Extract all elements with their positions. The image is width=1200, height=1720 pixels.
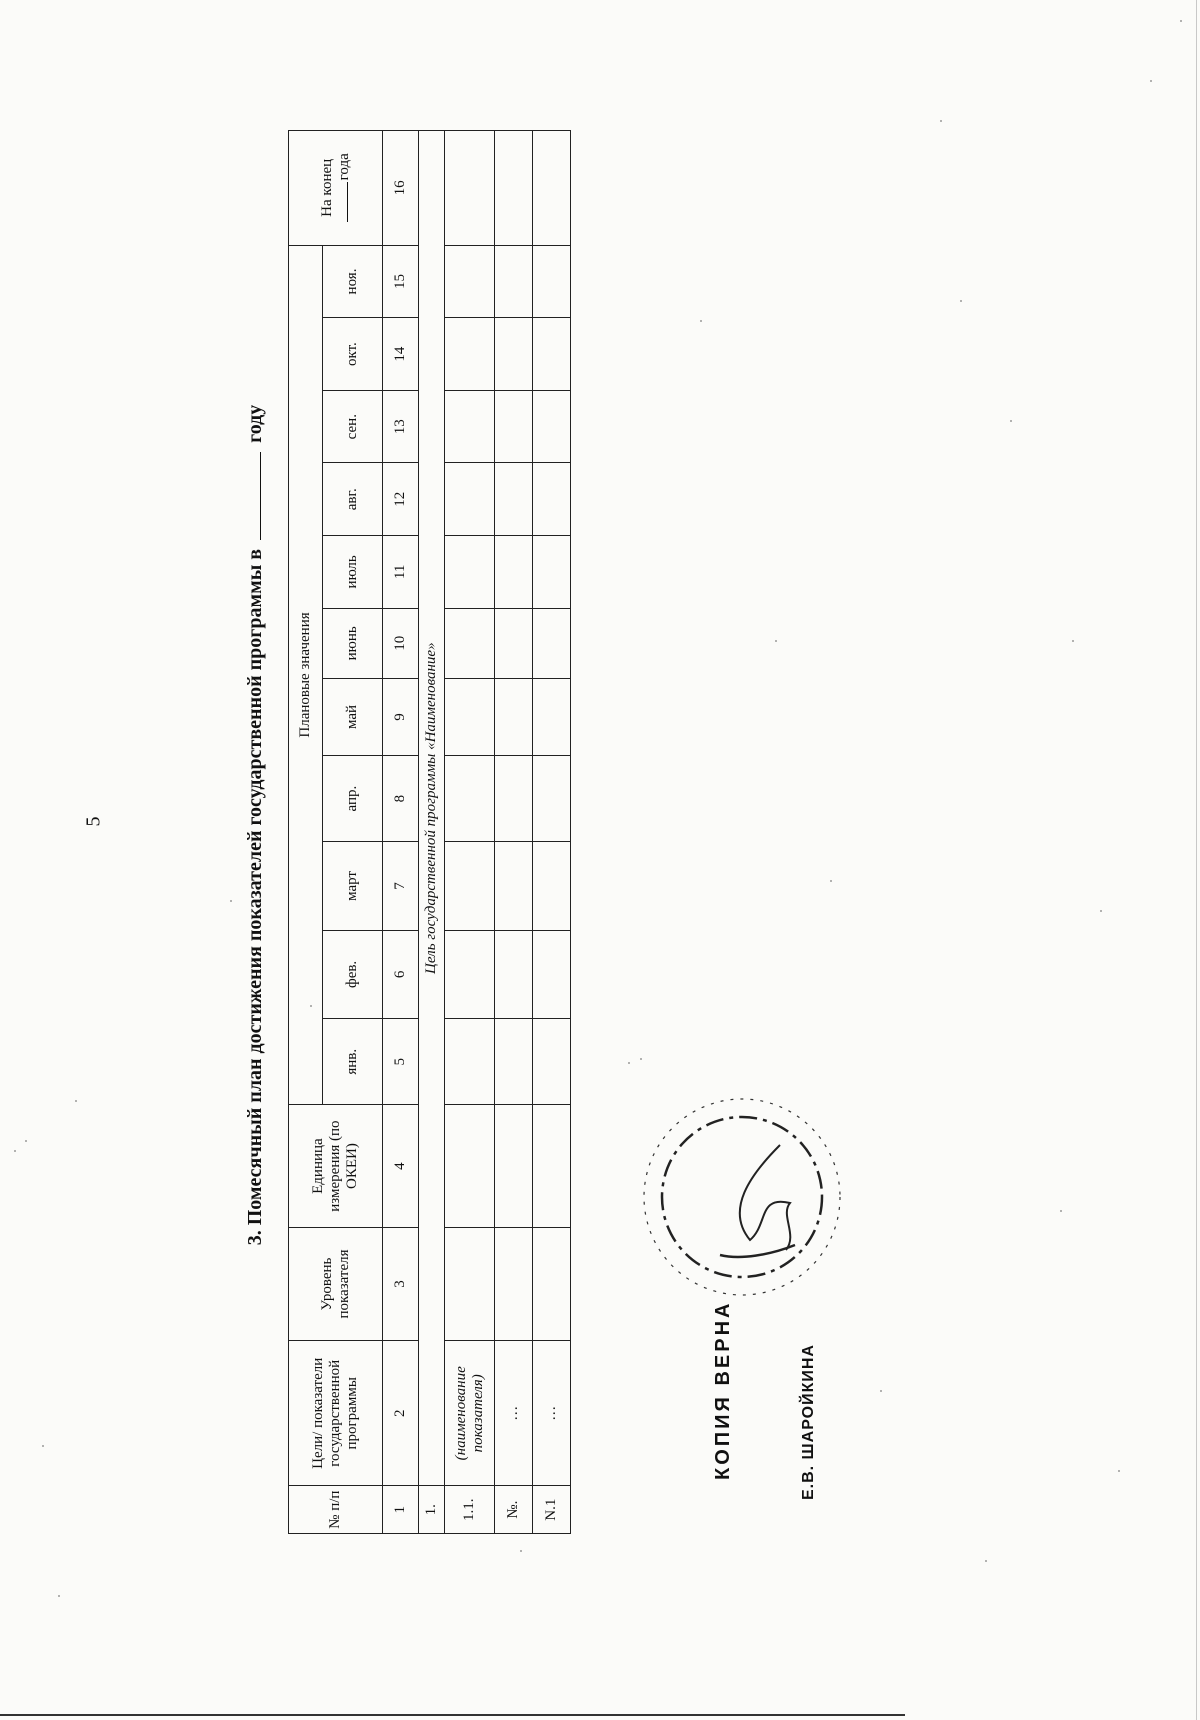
indicator-row: [445, 131, 495, 1534]
col-number: 8: [383, 756, 419, 842]
month-sep: сен.: [323, 390, 383, 463]
col-number: 7: [383, 842, 419, 930]
header-end-of-year: На конец года: [289, 131, 383, 246]
col-number: 15: [383, 245, 419, 318]
ellipsis-row-1: [495, 131, 533, 1534]
goal-number: 1.: [419, 1486, 445, 1534]
col-number: 10: [383, 608, 419, 678]
month-oct: окт.: [323, 318, 383, 391]
page-number: 5: [82, 816, 105, 827]
stamp-label: КОПИЯ ВЕРНА: [712, 1300, 734, 1480]
row-number: N.1: [533, 1486, 571, 1534]
col-number: 4: [383, 1105, 419, 1227]
certification-stamp-seal: [630, 1085, 850, 1305]
ellipsis-row-2: [533, 131, 571, 1534]
header-goals: Цели/ показатели государственной программы: [289, 1341, 383, 1486]
month-jul: июль: [323, 536, 383, 609]
month-apr: апр.: [323, 756, 383, 842]
col-number: 6: [383, 930, 419, 1018]
rotated-content: [230, 105, 560, 1545]
goal-row: [419, 131, 445, 1534]
col-number: 12: [383, 463, 419, 536]
title-suffix: году: [244, 404, 266, 443]
scan-bottom-line: [0, 1714, 905, 1716]
stamp-signer: Е.В. ШАРОЙКИНА: [800, 1344, 817, 1500]
col-number: 5: [383, 1019, 419, 1105]
title-text: 3. Помесячный план достижения показателей государственной программы в: [244, 548, 266, 1246]
col-number: 13: [383, 390, 419, 463]
month-jun: июнь: [323, 608, 383, 678]
row-placeholder: …: [533, 1341, 571, 1486]
row-number: №.: [495, 1486, 533, 1534]
numbering-row: [383, 131, 419, 1534]
col-number: 2: [383, 1341, 419, 1486]
document-title: [230, 105, 280, 1545]
col-number: 16: [383, 131, 419, 246]
monthly-plan-table: [288, 130, 571, 1534]
header-plan-values: Плановые значения: [289, 245, 323, 1105]
scan-edge: [1196, 0, 1197, 1720]
row-placeholder: …: [495, 1341, 533, 1486]
indicator-number: 1.1.: [445, 1486, 495, 1534]
col-number: 11: [383, 536, 419, 609]
indicator-name: (наименование показателя): [445, 1341, 495, 1486]
header-num: № п/п: [289, 1486, 383, 1534]
header-row-1: [289, 131, 323, 1534]
header-level: Уровень показателя: [289, 1227, 383, 1340]
month-jan: янв.: [323, 1019, 383, 1105]
month-may: май: [323, 678, 383, 755]
col-number: 9: [383, 678, 419, 755]
month-mar: март: [323, 842, 383, 930]
col-number: 3: [383, 1227, 419, 1340]
col-number: 1: [383, 1486, 419, 1534]
year-blank: [244, 452, 261, 540]
col-number: 14: [383, 318, 419, 391]
header-unit: Единица измерения (по ОКЕИ): [289, 1105, 383, 1227]
month-feb: фев.: [323, 930, 383, 1018]
month-nov: ноя.: [323, 245, 383, 318]
goal-title: Цель государственной программы «Наименование»: [419, 131, 445, 1486]
month-aug: авг.: [323, 463, 383, 536]
